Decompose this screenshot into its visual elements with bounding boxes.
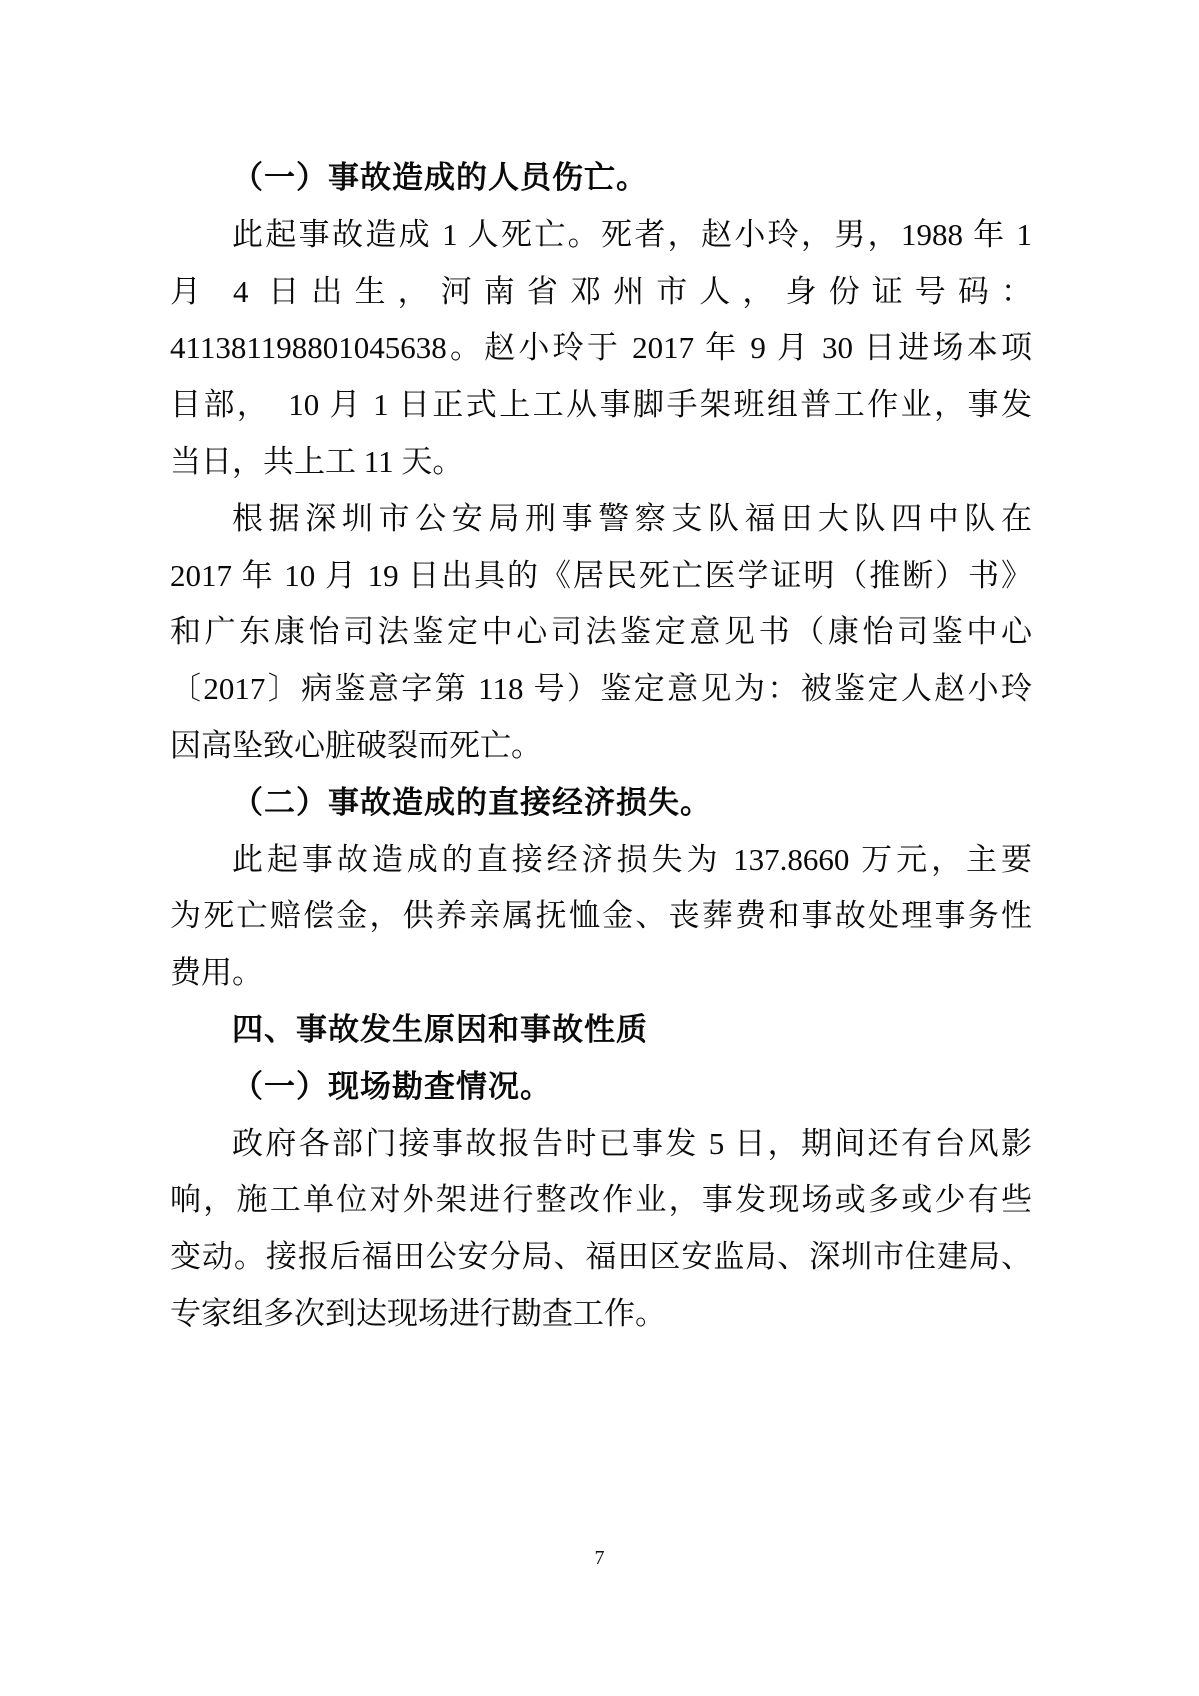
text-line: 月 4 日出生，河南省邓州市人，身份证号码：: [170, 273, 1032, 309]
text-line: 专家组多次到达现场进行勘查工作。: [170, 1295, 666, 1331]
document-body: [170, 150, 1032, 1343]
text-line: 政府各部门接事故报告时已事发 5 日，期间还有台风影: [232, 1125, 1032, 1161]
page-footer: [0, 1545, 1199, 1571]
heading-line: （一）事故造成的人员伤亡。: [232, 160, 648, 195]
text-line: 响，施工单位对外架进行整改作业，事发现场或多或少有些: [170, 1182, 1032, 1218]
text-line: 变动。接报后福田公安分局、福田区安监局、深圳市住建局、: [170, 1239, 1032, 1275]
text-line: 此起事故造成 1 人死亡。死者，赵小玲，男，1988 年 1: [232, 216, 1032, 252]
text-line: 此起事故造成的直接经济损失为 137.8660 万元，主要: [232, 841, 1032, 877]
text-line: 目部， 10 月 1 日正式上工从事脚手架班组普工作业，事发: [170, 387, 1032, 423]
text-line: 因高坠致心脏破裂而死亡。: [170, 727, 542, 763]
page-number: 7: [594, 1547, 605, 1569]
heading-line: （一）现场勘查情况。: [232, 1068, 552, 1104]
text-line: 当日，共上工 11 天。: [170, 443, 464, 479]
text-line: 费用。: [170, 955, 263, 991]
text-line: 2017 年 10 月 19 日出具的《居民死亡医学证明（推断）书》: [170, 557, 1032, 593]
heading-line: （二）事故造成的直接经济损失。: [232, 784, 712, 820]
text-line: 为死亡赔偿金，供养亲属抚恤金、丧葬费和事故处理事务性: [170, 898, 1032, 934]
text-line: 和广东康怡司法鉴定中心司法鉴定意见书（康怡司鉴中心: [170, 614, 1032, 650]
text-line: 根据深圳市公安局刑事警察支队福田大队四中队在: [232, 500, 1032, 536]
text-line: 411381198801045638。赵小玲于 2017 年 9 月 30 日进场本项: [170, 330, 1032, 366]
heading-line: 四、事故发生原因和事故性质: [232, 1011, 648, 1047]
text-line: 〔2017〕病鉴意字第 118 号）鉴定意见为：被鉴定人赵小玲: [170, 671, 1032, 707]
